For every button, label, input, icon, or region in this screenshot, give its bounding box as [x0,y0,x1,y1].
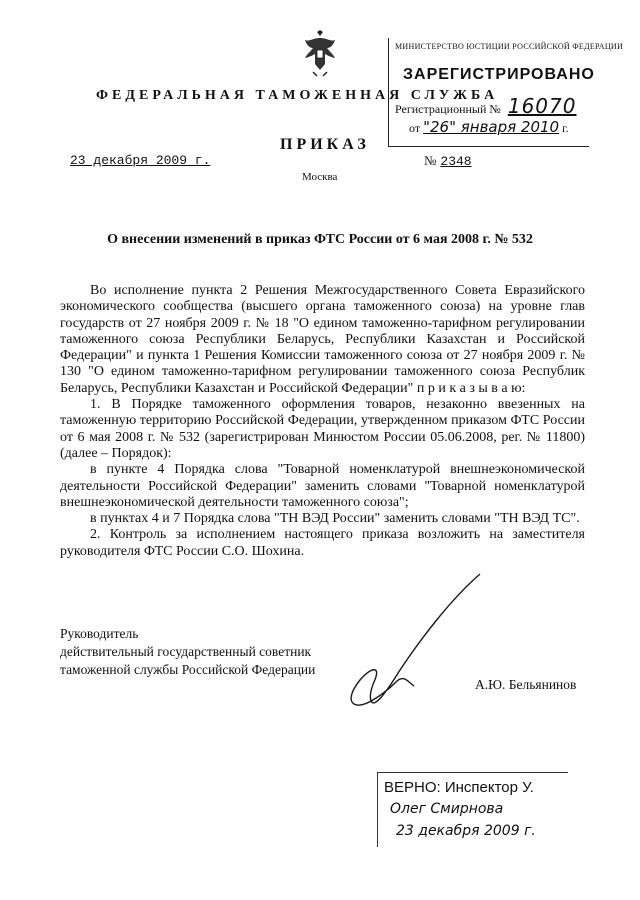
document-number [424,153,472,169]
stamp-date-prefix: от [409,121,421,135]
stamp-date-value: "26" января 2010 [423,118,560,136]
agency-name: ФЕДЕРАЛЬНАЯ ТАМОЖЕННАЯ СЛУЖБА [96,88,499,103]
signer-name: А.Ю. Бельянинов [475,677,577,692]
stamp-date-suffix: г. [562,121,569,135]
signer-position-line: действительный государственный советник [60,644,312,659]
document-city: Москва [302,171,338,183]
verification-date: 23 декабря 2009 г. [396,823,536,839]
document-title: О внесении изменений в приказ ФТС России от 6 мая 2008 г. № 532 [107,232,533,247]
document-date: 23 декабря 2009 г. [70,153,211,168]
body-paragraph: в пункте 4 Порядка слова "Товарной номенклатурой внешнеэкономической деятельности Российской Федерации" заменить словами "Товарной номенклатурой внешнеэкономической деятельности таможенного союза"; [60,462,585,510]
number-label: № [424,153,437,168]
body-paragraph: 1. В Порядке таможенного оформления товаров, незаконно ввезенных на таможенную территорию Российской Федерации, утвержденном приказом ФТС России от 6 мая 2008 г. № 532 (зарегистрирован Минюстом России 05.06.2008, рег. № 11800) (далее – Порядок): [60,397,585,461]
signature-block [60,625,315,679]
body-paragraph: 2. Контроль за исполнением настоящего приказа возложить на заместителя руководителя ФТС России С.О. Шохина. [60,527,585,559]
state-emblem-icon [301,30,339,78]
registration-stamp [388,38,624,147]
handwritten-signature [330,570,490,720]
stamp-ministry: МИНИСТЕРСТВО ЮСТИЦИИ РОССИЙСКОЙ ФЕДЕРАЦИИ [395,42,624,51]
stamp-reg-line [395,94,576,118]
verification-title: ВЕРНО: Инспектор У. [384,779,534,796]
stamp-date-line [409,118,569,136]
stamp-status: ЗАРЕГИСТРИРОВАНО [403,66,595,83]
body-paragraph: Во исполнение пункта 2 Решения Межгосударственного Совета Евразийского экономического сообщества (высшего органа таможенного союза) на уровне глав государств от 27 ноября 2009 г. № 18 "О едином таможенно-тарифном регулировании таможенного союза Республики Беларусь, Республики Казахстан и Российской Федерации" и пункта 1 Решения Комиссии таможенного союза от 27 ноября 2009 г. № 130 "О едином таможенно-тарифном регулировании таможенного союза Республик Беларусь, Республики Казахстан и Российской Федерации" п р и к а з ы в а ю: [60,283,585,396]
body-paragraph: в пунктах 4 и 7 Порядка слова "ТН ВЭД России" заменить словами "ТН ВЭД ТС". [90,511,580,527]
stamp-reg-label: Регистрационный № [395,102,501,116]
document-body [60,283,585,560]
signer-position-line: Руководитель [60,626,139,641]
verification-signature: Олег Смирнова [390,801,504,817]
verification-stamp [377,772,568,847]
document-type: ПРИКАЗ [280,136,370,153]
signer-position-line: таможенной службы Российской Федерации [60,662,316,677]
number-value: 2348 [440,154,472,169]
stamp-reg-number: 16070 [507,94,577,118]
